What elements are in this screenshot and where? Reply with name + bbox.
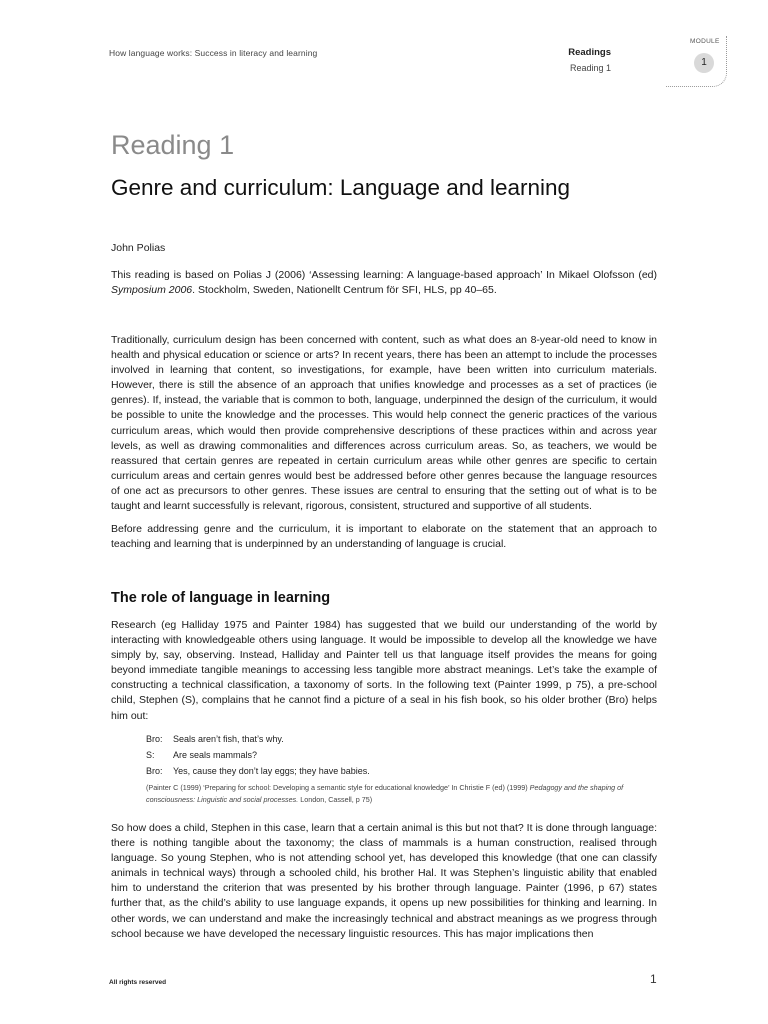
citation-text: This reading is based on Polias J (2006) ‘Assessing learning: A language-based approach’ In Mikael Olofsson (ed) <box>111 269 657 281</box>
body-paragraph: Research (eg Halliday 1975 and Painter 1984) has suggested that we build our understanding of the world by interacting with knowledgeable others using language. It would be impossible to develop all the knowledge we have simply by, say, observing. Instead, Halliday and Painter tell us that language itself provides the means for going beyond immediate tangible meanings to accessing less tangible more abstract meanings. Let’s take the example of constructing a technical classification, a taxonomy of sorts. In the following text (Painter 1999, p 75), a pre-school child, Stephen (S), complains that he cannot find a picture of a seal in his fish book, so his older brother (Bro) helps him out: <box>111 619 657 722</box>
author: John Polias <box>111 242 166 254</box>
citation-italic: Symposium 2006 <box>111 284 193 296</box>
body-paragraph: So how does a child, Stephen in this case, learn that a certain animal is this but not that? It is done through language: there is nothing tangible about the taxonomy; the class of mammals is a human construction, realised through language. So young Stephen, who is not attending school yet, has developed this knowledge (that one can classify animals in technical ways) through a schooled child, his brother Hal. It was Stephen’s linguistic ability that enabled him to understand the criterion that was presented by his brother through language. Painter (1996, p 67) states further that, as the child’s ability to use language expands, it opens up new possibilities for thinking and learning. In other words, we can understand and make the increasingly technical and abstract meanings as we progress through school because we have developed the necessary linguistic resources. This has major implications then <box>111 822 657 940</box>
dialogue-line <box>146 731 646 747</box>
module-number-badge: 1 <box>694 53 714 73</box>
running-head: How language works: Success in literacy and learning <box>109 48 318 58</box>
source-note-italic: Pedagogy and the shaping of consciousness: Linguistic and social processes. <box>146 783 624 804</box>
page-number: 1 <box>650 972 657 986</box>
source-note-text: (Painter C (1999) ‘Preparing for school: Developing a semantic style for educational knowledge’ In Christie F (ed) (1999) <box>146 783 530 792</box>
reading-label: Reading 1 <box>569 63 611 73</box>
closing-section <box>111 821 657 950</box>
dialogue-speaker: Bro: <box>146 766 163 776</box>
dialogue-line <box>146 763 646 779</box>
dialogue-text: Seals aren’t fish, that’s why. <box>173 734 284 744</box>
citation-text-end: . Stockholm, Sweden, Nationellt Centrum för SFI, HLS, pp 40–65. <box>192 284 497 296</box>
dialogue-speaker: Bro: <box>146 734 163 744</box>
dialogue-excerpt <box>146 731 646 779</box>
language-section <box>111 618 657 732</box>
article-title: Genre and curriculum: Language and learning <box>111 175 571 200</box>
body-paragraph: Traditionally, curriculum design has been concerned with content, such as what does an 8-year-old need to know in health and physical education or science or arts? In recent years, there has been an attempt to include the processes involved in learning that content, so investigations, for example, have been written into curriculum materials. However, there is still the absence of an approach that unifies knowledge and processes as a set of practices (ie genres). If, instead, the variable that is common to both, language, underpinned the design of the curriculum, it would be possible to unite the knowledge and the processes. This would help connect the generic practices of the various curriculum areas, which would then provide comprehensive descriptions of these practices within and across year levels, as well as drawing commonalities and differences across curriculum areas. So, as teachers, we would be reassured that certain genres are repeated in certain curriculum areas while other genres are specific to certain curriculum areas and certain genres would best be addressed before other genres because the language resources of one act as precursors to other genres. These issues are central to ensuring that the setting out of what is to be taught and learnt successfully is relevant, rigorous, consistent, structured and supportive of all students. <box>111 334 657 513</box>
dialogue-source-note <box>146 782 658 806</box>
dialogue-text: Are seals mammals? <box>173 750 258 760</box>
rights-notice: All rights reserved <box>109 979 167 986</box>
dialogue-text: Yes, cause they don’t lay eggs; they have babies. <box>173 766 370 776</box>
dialogue-speaker: S: <box>146 750 155 760</box>
section-heading: The role of language in learning <box>111 590 331 606</box>
module-indicator <box>568 36 768 96</box>
dialogue-line <box>146 747 646 763</box>
source-note-text-end: London, Cassell, p 75) <box>298 795 373 804</box>
intro-section <box>111 333 657 560</box>
source-citation <box>111 268 657 298</box>
module-label: MODULE <box>690 38 720 45</box>
reading-heading: Reading 1 <box>111 130 235 160</box>
body-paragraph: Before addressing genre and the curriculum, it is important to elaborate on the statement that an approach to teaching and learning that is underpinned by an understanding of language is crucial. <box>111 523 657 551</box>
section-label: Readings <box>568 47 611 58</box>
